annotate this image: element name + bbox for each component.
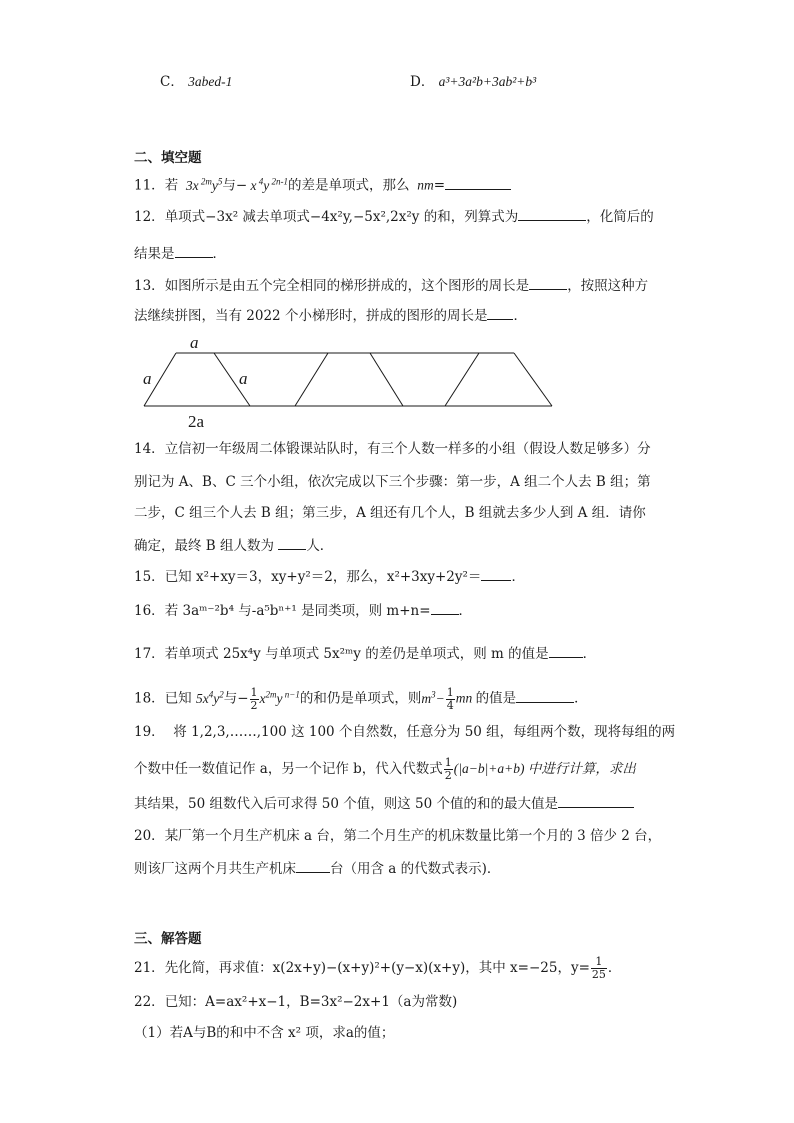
- question-20: [134, 826, 661, 846]
- figure-divider: [370, 353, 403, 406]
- label-bottom-2a: 2a: [188, 412, 205, 431]
- question-17: [134, 643, 596, 664]
- q18-term-2: $x^{2m}y$ $^{n-1}$: [259, 689, 300, 706]
- question-19-line-3: [134, 793, 634, 814]
- q18-text-3: 的和仍是单项式，则: [299, 690, 422, 707]
- q21-text: 先化简，再求值：x(2x+y)−(x+y)²+(y−x)(x+y)，其中 x=−25，y=: [164, 960, 590, 976]
- q14-text-4b: 人．: [306, 538, 334, 554]
- q19-text-2a: 个数中任一数值记作 a，另一个记作 b，代入代数式: [134, 761, 443, 777]
- choice-d-expr: a³+3a²b+3ab²+b³: [438, 74, 537, 89]
- q18-text-1: 已知: [164, 690, 192, 707]
- answer-blank[interactable]: [529, 275, 567, 290]
- question-number: 11．: [134, 177, 165, 194]
- answer-blank[interactable]: [278, 535, 306, 550]
- q12-text-4: ．: [212, 246, 226, 262]
- figure-divider: [445, 353, 479, 406]
- answer-blank[interactable]: [549, 643, 583, 658]
- q13-text-3: 法继续拼图，当有 2022 个小梯形时，拼成的图形的周长是: [134, 308, 488, 324]
- section-title-fill-blank: 二、填空题: [134, 150, 202, 166]
- fraction-one-quarter: $\frac{1}{4}$: [446, 685, 454, 712]
- question-16: [134, 600, 472, 621]
- q12-text-1: 单项式−3x² 减去单项式−4x²y,−5x²,2x²y 的和，列算式为: [164, 209, 519, 225]
- choice-c: [160, 72, 232, 92]
- q11-text-2: 与−: [222, 177, 248, 194]
- question-number: 16．: [134, 603, 165, 619]
- q19-text-2b: (|a−b|+a+b) 中进行计算，求出: [453, 761, 636, 776]
- q11-text-3: 的差是单项式，那么: [288, 177, 410, 194]
- answer-blank[interactable]: [558, 793, 634, 808]
- answer-blank[interactable]: [518, 206, 586, 221]
- question-11: [134, 171, 511, 196]
- q15-end: ．: [511, 569, 525, 585]
- question-22-part-1: （1）若A与B的和中不含 x² 项，求a的值；: [134, 1025, 395, 1041]
- question-21: [134, 956, 621, 981]
- q11-text-4: =: [433, 177, 446, 194]
- q13-text-1: 如图所示是由五个完全相同的梯形拼成的，这个图形的周长是: [164, 278, 530, 294]
- q13-text-2: ，按照这种方: [567, 278, 649, 294]
- q22-text: 已知：A=ax²+x−1，B=3x²−2x+1（a为常数): [164, 994, 458, 1010]
- q11-term-2: x $^4$y $^{2n-1}$: [247, 176, 289, 193]
- q17-text: 若单项式 25x⁴y 与单项式 5x²ᵐy 的差仍是单项式，则 m 的值是: [164, 646, 549, 662]
- question-number: 22．: [134, 994, 165, 1010]
- fraction-one-half: $\frac{1}{2}$: [250, 685, 258, 712]
- question-number: 13．: [134, 278, 165, 294]
- question-number: 14．: [134, 441, 165, 457]
- q11-mn: nm: [413, 177, 434, 193]
- fraction-one-half: $\frac{1}{2}$: [444, 756, 452, 782]
- question-18: [134, 684, 588, 712]
- q15-text: 已知 x²+xy＝3，xy+y²＝2，那么，x²+3xy+2y²＝: [164, 569, 482, 585]
- question-number: 12．: [134, 209, 165, 225]
- question-19-line-2: [134, 757, 636, 782]
- figure-right-edge: [514, 353, 552, 406]
- question-22: [134, 992, 457, 1012]
- label-top-a: a: [190, 333, 199, 352]
- answer-blank[interactable]: [445, 175, 511, 190]
- question-20-line-2: [134, 858, 500, 879]
- q20-text-2b: 台（用含 a 的代数式表示)．: [330, 861, 501, 877]
- question-number: 15．: [134, 569, 165, 585]
- q18-term-1: $5x^4y^2$: [195, 689, 224, 706]
- q13-text-4: ．: [513, 308, 527, 324]
- choice-d: [410, 72, 536, 92]
- question-number: 20．: [134, 828, 165, 844]
- question-12-line-2: [134, 243, 226, 264]
- q20-line-1: 某厂第一个月生产机床 a 台，第二个月生产的机床数量比第一个月的 3 倍少 2 台，: [164, 828, 662, 844]
- q11-term-1: 3x $^{2m}y^5$: [182, 176, 223, 193]
- q14-line-1: 立信初一年级周二体锻课站队时，有三个人数一样多的小组（假设人数足够多）分: [164, 441, 651, 457]
- answer-blank[interactable]: [481, 566, 511, 581]
- question-14: [134, 439, 651, 459]
- q14-text-4a: 确定，最终 B 组人数为: [134, 538, 275, 554]
- q19-text-3: 其结果，50 组数代入后可求得 50 个值，则这 50 个值的和的最大值是: [134, 796, 558, 812]
- trapezoid-figure: [138, 332, 558, 432]
- q16-end: ．: [458, 603, 473, 619]
- q11-text-1: 若: [164, 177, 179, 194]
- question-19: [134, 722, 675, 742]
- q20-text-2a: 则该厂这两个月共生产机床: [134, 861, 296, 877]
- answer-blank[interactable]: [296, 858, 330, 873]
- q18-mn: mn: [455, 690, 476, 706]
- question-number: 17．: [134, 646, 165, 662]
- choice-c-expr: 3abed-1: [188, 74, 233, 89]
- label-left-a: a: [143, 369, 152, 388]
- q19-line-1: 将 1,2,3,……,100 这 100 个自然数，任意分为 50 组，每组两个数，现将每组的两: [173, 724, 676, 740]
- choice-c-label: C．: [160, 74, 184, 90]
- q18-text-4: 的值是: [475, 690, 517, 707]
- label-inner-a: a: [239, 369, 248, 388]
- q18-expr: $m^3-$: [421, 689, 445, 706]
- question-14-line-2: 别记为 A、B、C 三个小组，依次完成以下三个步骤：第一步，A 组二个人去 B 组；第: [134, 474, 651, 490]
- q18-text-2: 与−: [223, 690, 249, 707]
- answer-blank[interactable]: [516, 688, 574, 703]
- q21-end: ．: [607, 960, 622, 976]
- question-12: [134, 206, 654, 227]
- answer-blank[interactable]: [487, 305, 513, 320]
- q12-text-2: ，化简后的: [586, 209, 654, 225]
- question-14-line-3: 二步，C 组三个人去 B 组；第三步，A 组还有几个人，B 组就去多少人到 A 组．请你: [134, 505, 646, 521]
- question-13: [134, 275, 648, 296]
- figure-divider: [295, 353, 328, 406]
- choice-d-label: D．: [410, 74, 435, 90]
- fraction-one-25th: $\frac{1}{25}$: [591, 955, 606, 981]
- section-title-answer: 三、解答题: [134, 931, 202, 947]
- q17-end: ．: [582, 646, 597, 662]
- question-15: [134, 566, 525, 587]
- question-number: 21．: [134, 960, 165, 976]
- answer-blank[interactable]: [175, 243, 213, 258]
- question-number: 19．: [134, 724, 165, 740]
- q16-text: 若 3aᵐ⁻²b⁴ 与-a⁵bⁿ⁺¹ 是同类项，则 m+n=: [164, 603, 431, 619]
- question-13-line-2: [134, 305, 527, 326]
- question-number: 18．: [134, 690, 165, 707]
- q18-end: ．: [574, 690, 588, 707]
- question-14-line-4: [134, 535, 333, 556]
- q12-text-3: 结果是: [134, 246, 175, 262]
- answer-blank[interactable]: [431, 600, 459, 615]
